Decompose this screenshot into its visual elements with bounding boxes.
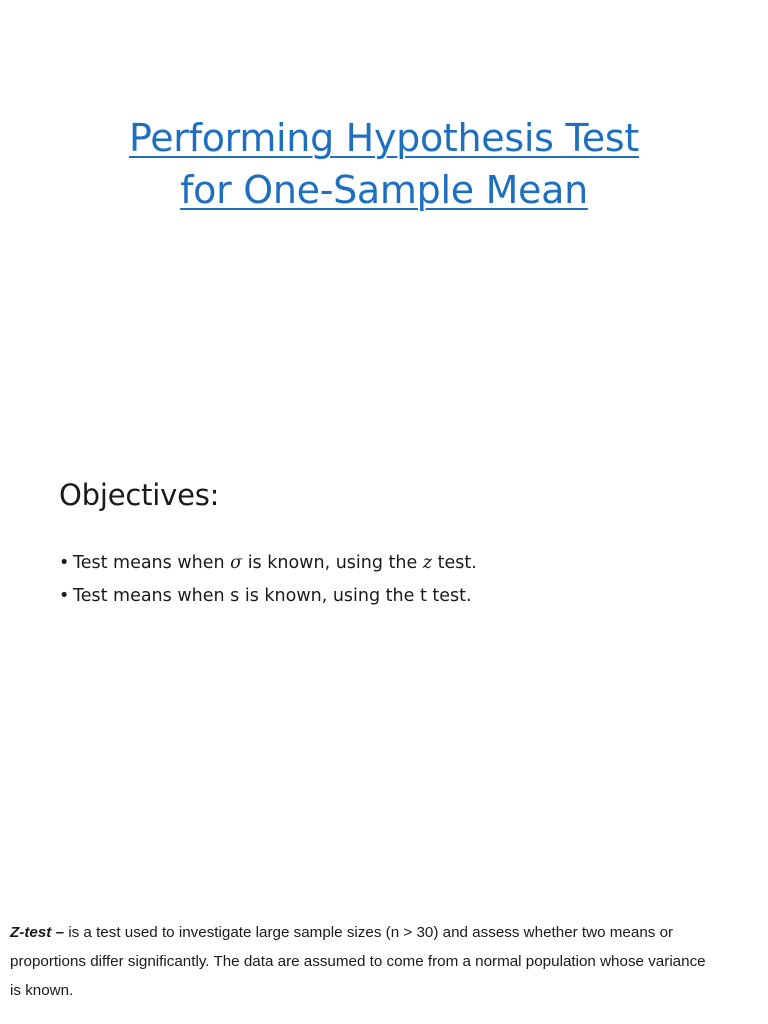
definition-term-name: Z-test [10, 924, 52, 941]
bullet-1-text-after: test. [432, 553, 477, 573]
bullet-icon: • [59, 553, 70, 573]
definition-line-2: proportions differ significantly. The data are assumed to come from a normal population whose variance [10, 953, 706, 970]
bullet-icon: • [59, 586, 70, 606]
definition-line-3: is known. [10, 982, 74, 999]
objectives-list [59, 547, 477, 613]
title-line-2: for One-Sample Mean [180, 168, 588, 212]
bullet-1-text-middle: is known, using the [242, 553, 423, 573]
list-item [59, 580, 477, 613]
z-test-definition [10, 918, 760, 1005]
z-emphasis: z [422, 553, 433, 573]
page-title [0, 112, 768, 216]
sigma-symbol: σ [230, 553, 243, 573]
title-line-1: Performing Hypothesis Test [128, 116, 640, 160]
list-item [59, 547, 477, 580]
bullet-2-text: Test means when s is known, using the t test. [73, 586, 472, 606]
definition-line-1: is a test used to investigate large sample sizes (n > 30) and assess whether two means or [64, 924, 674, 941]
definition-dash: – [51, 924, 65, 941]
objectives-heading: Objectives: [59, 478, 220, 512]
definition-term [10, 924, 64, 941]
bullet-1-text-before: Test means when [73, 553, 231, 573]
